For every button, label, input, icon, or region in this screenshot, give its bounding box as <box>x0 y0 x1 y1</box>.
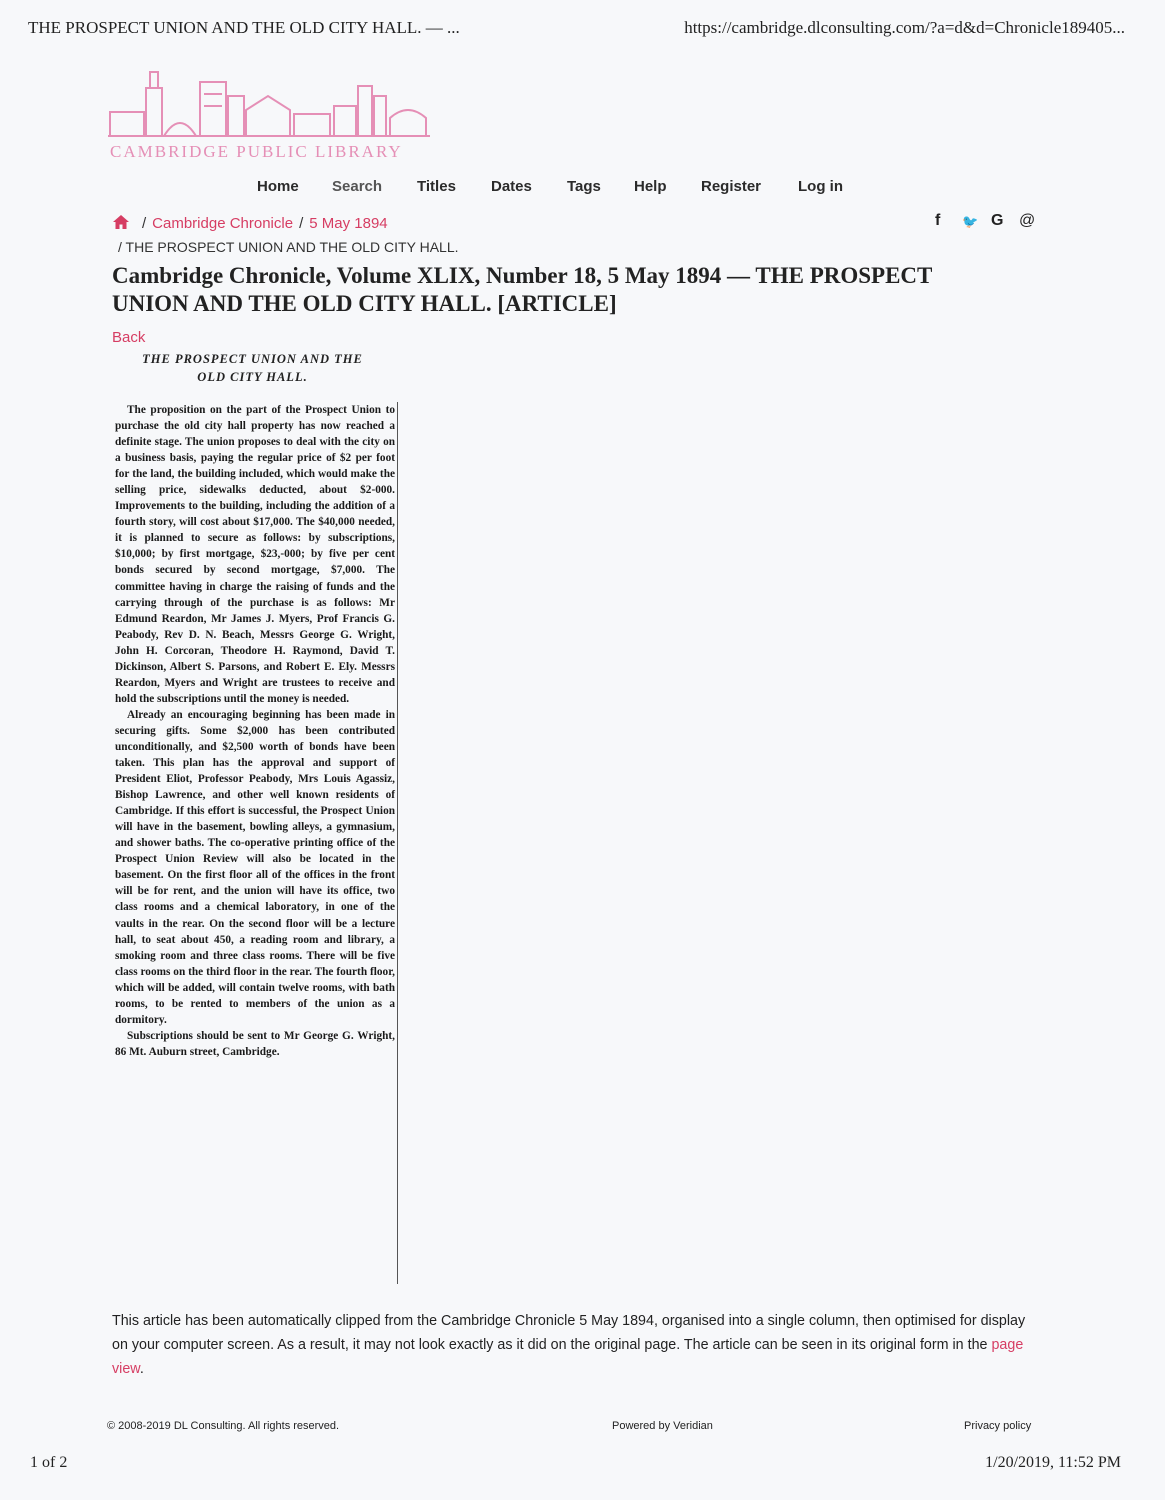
print-page-title: THE PROSPECT UNION AND THE OLD CITY HALL. — ... <box>28 18 460 37</box>
main-nav <box>0 178 1165 202</box>
column-rule <box>397 402 398 1284</box>
nav-search[interactable]: Search <box>332 178 383 195</box>
privacy-policy-link[interactable]: Privacy policy <box>964 1420 1032 1432</box>
library-logo[interactable] <box>108 66 430 162</box>
breadcrumb-date-link[interactable]: 5 May 1894 <box>309 215 388 232</box>
article-title <box>110 350 395 386</box>
facebook-icon[interactable]: f <box>935 212 941 229</box>
back-link[interactable]: Back <box>112 329 146 346</box>
nav-login[interactable]: Log in <box>798 178 843 195</box>
notice-end: . <box>139 1361 144 1377</box>
page-title: Cambridge Chronicle, Volume XLIX, Number 18, 5 May 1894 — THE PROSPECT UNION AND THE OLD CITY HALL. [ARTICLE] <box>112 263 932 316</box>
notice-text: This article has been automatically clipped from the Cambridge Chronicle 5 May 1894, organised into a single column, then optimised for display on your computer screen. As a result, it may not look exactly as it did on the original page. The article can be seen in its original form in the <box>112 1313 1026 1353</box>
email-icon[interactable]: @ <box>1019 212 1036 229</box>
article-paragraph: Already an encouraging beginning has been made in securing gifts. Some $2,000 has been contributed unconditionally, and $2,500 worth of bonds have been taken. This plan has the approval and support of President Eliot, Professor Peabody, Mrs Louis Agassiz, Bishop Lawrence, and other well known residents of Cambridge. If this effort is successful, the Prospect Union will have in the basement, bowling alleys, a gymnasium, and shower baths. The co-operative printing office of the Prospect Union Review will also be located in the basement. On the first floor all of the offices in the front will be for rent, and the union will have its office, two class rooms and a chemical laboratory, in one of the vaults in the rear. On the second floor will be a lecture hall, to seat about 450, a reading room and library, a smoking room and three class rooms. There will be five class rooms on the third floor in the rear. The fourth floor, which will be added, will contain twelve rooms, with bath rooms, to be rented to members of the union as a dormitory. <box>115 708 395 1026</box>
nav-register[interactable]: Register <box>701 178 762 195</box>
copyright-text: © 2008-2019 DL Consulting. All rights reserved. <box>107 1420 340 1432</box>
nav-dates[interactable]: Dates <box>491 178 532 195</box>
breadcrumb-separator: / <box>118 239 122 255</box>
clipping-notice <box>112 1309 1042 1381</box>
article-body <box>115 402 395 1060</box>
nav-titles[interactable]: Titles <box>417 178 456 195</box>
article-paragraph: The proposition on the part of the Prospect Union to purchase the old city hall property has now reached a definite stage. The union proposes to deal with the city on a business basis, paying the regular price of $2 per foot for the land, the building included, which would make the selling price, sidewalks deducted, about $2-000. Improvements to the building, including the addition of a fourth story, will cost about $17,000. The $40,000 needed, it is planned to secure as follows: by subscriptions, $10,000; by first mortgage, $23,-000; by five per cent bonds secured by second mortgage, $7,000. The committee having in charge the raising of funds and the carrying through of the purchase is as follows: Mr Edmund Reardon, Mr James J. Myers, Prof Francis G. Peabody, Rev D. N. Beach, Messrs George G. Wright, John H. Corcoran, Theodore H. Raymond, David T. Dickinson, Albert S. Parsons, and Robert E. Ely. Messrs Reardon, Myers and Wright are trustees to receive and hold the subscriptions until the money is needed. <box>115 404 395 705</box>
article-title-line-1: THE PROSPECT UNION AND THE <box>142 352 363 366</box>
nav-home[interactable]: Home <box>257 178 299 195</box>
print-footer <box>30 1454 1121 1476</box>
article-paragraph: Subscriptions should be sent to Mr George G. Wright, 86 Mt. Auburn street, Cambridge. <box>115 1029 395 1058</box>
article-title-line-2: OLD CITY HALL. <box>197 370 308 384</box>
logo-text: CAMBRIDGE PUBLIC LIBRARY <box>110 142 403 161</box>
home-icon[interactable] <box>112 214 130 230</box>
breadcrumb-title-link[interactable]: Cambridge Chronicle <box>152 215 294 232</box>
nav-help[interactable]: Help <box>634 178 667 195</box>
powered-by-link[interactable]: Powered by Veridian <box>612 1420 713 1432</box>
article-clipping <box>110 350 400 1288</box>
print-header <box>28 18 1125 44</box>
breadcrumb-separator: / <box>299 215 304 232</box>
breadcrumb-current: THE PROSPECT UNION AND THE OLD CITY HALL. <box>125 239 459 255</box>
print-page-number: 1 of 2 <box>30 1454 68 1471</box>
share-links <box>930 212 1040 234</box>
google-icon[interactable]: G <box>991 212 1004 229</box>
library-skyline-icon <box>108 66 430 140</box>
nav-tags[interactable]: Tags <box>567 178 601 195</box>
site-footer <box>0 1420 1165 1438</box>
twitter-icon[interactable]: 🐦 <box>962 214 979 229</box>
breadcrumb-separator: / <box>142 215 147 232</box>
page-view-link[interactable]: page view <box>112 1337 1024 1377</box>
print-datetime: 1/20/2019, 11:52 PM <box>985 1454 1121 1471</box>
print-page-url: https://cambridge.dlconsulting.com/?a=d&d=Chronicle189405... <box>684 18 1125 37</box>
